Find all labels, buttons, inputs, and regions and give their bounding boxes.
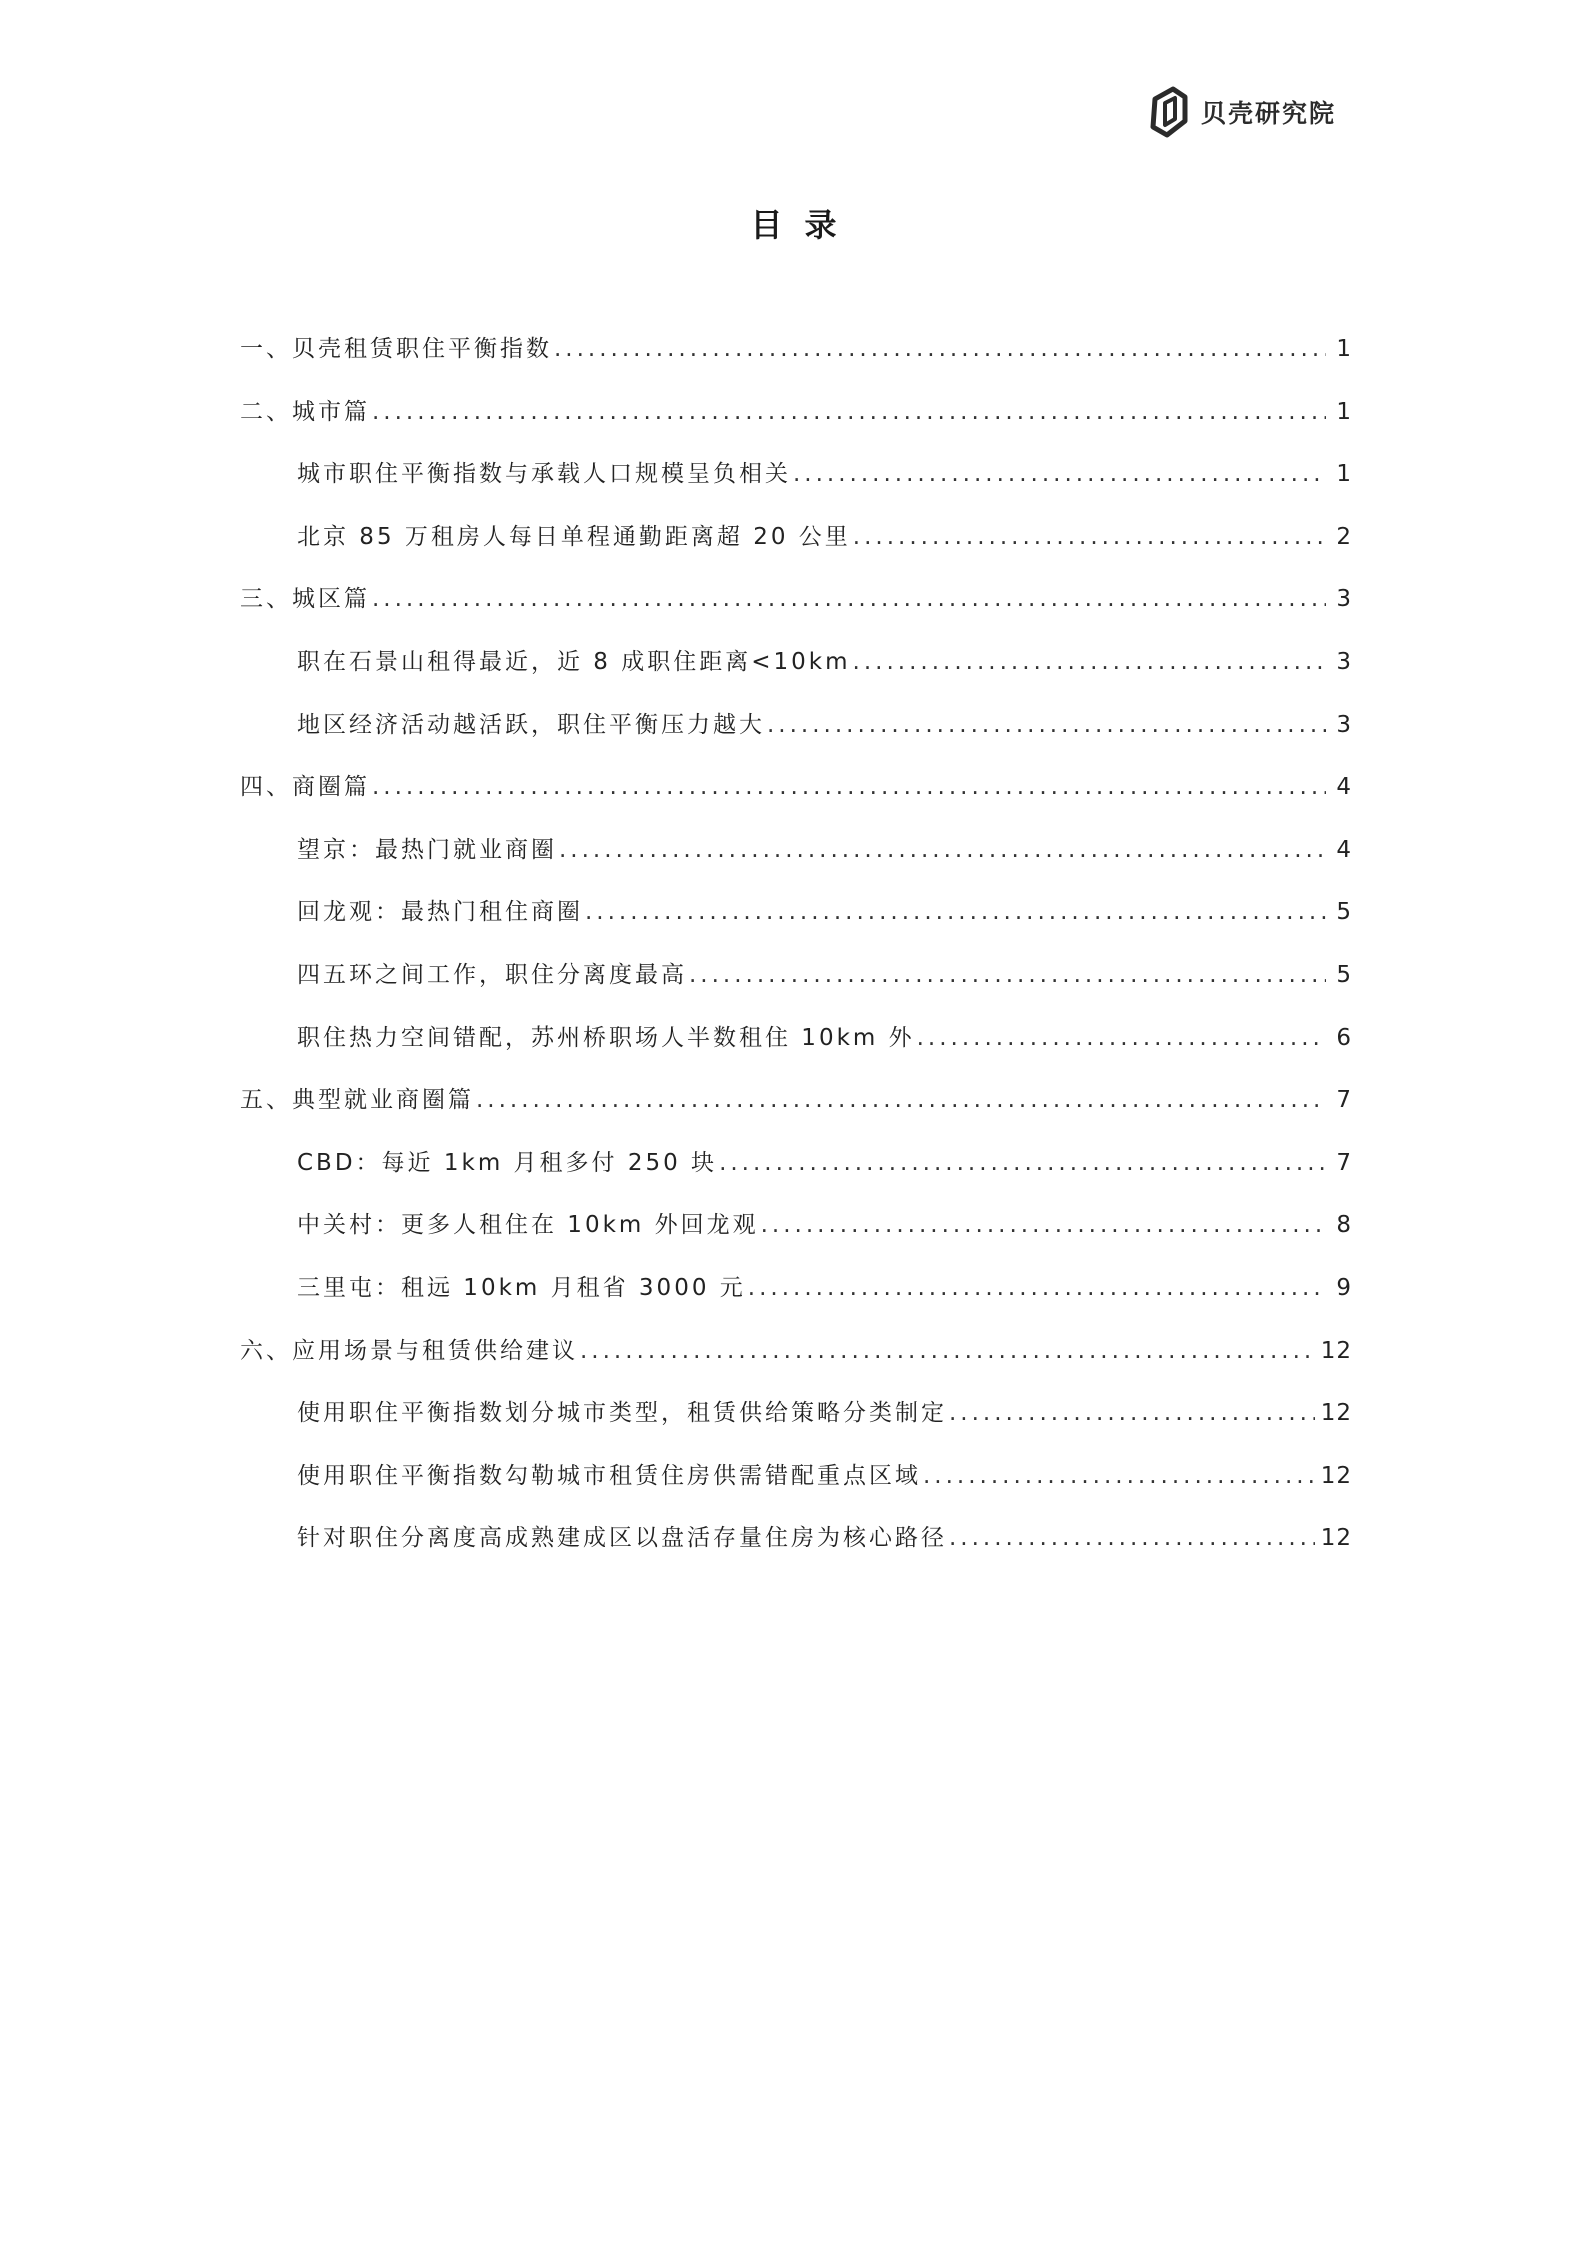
toc-entry[interactable]	[240, 580, 1352, 643]
toc-entry[interactable]	[240, 1019, 1352, 1082]
toc-entry[interactable]	[240, 1144, 1352, 1207]
toc-dot-leader	[580, 1338, 1315, 1364]
toc-dot-leader	[689, 962, 1326, 988]
toc-dot-leader	[476, 1087, 1326, 1113]
toc-entry[interactable]	[240, 956, 1352, 1019]
toc-entry-label: 中关村：更多人租住在 10km 外回龙观	[297, 1212, 759, 1239]
toc-entry[interactable]	[240, 1206, 1352, 1269]
toc-entry[interactable]	[240, 1269, 1352, 1332]
toc-entry-page-number: 8	[1336, 1212, 1352, 1239]
toc-entry-page-number: 1	[1336, 336, 1352, 362]
toc-dot-leader	[793, 461, 1326, 487]
toc-dot-leader	[372, 774, 1326, 800]
toc-dot-leader	[585, 899, 1326, 925]
toc-entry-label: 五、典型就业商圈篇	[240, 1087, 474, 1114]
toc-entry-page-number: 4	[1336, 774, 1352, 801]
toc-dot-leader	[853, 524, 1326, 550]
toc-entry-label: 回龙观：最热门租住商圈	[297, 899, 583, 926]
toc-entry-label: 一、贝壳租赁职住平衡指数	[240, 336, 552, 362]
toc-entry[interactable]	[240, 706, 1352, 769]
toc-entry-page-number: 12	[1320, 1462, 1352, 1489]
toc-dot-leader	[949, 1400, 1315, 1426]
toc-entry-label: 城市职住平衡指数与承载人口规模呈负相关	[297, 461, 791, 488]
toc-entry[interactable]	[240, 643, 1352, 706]
toc-entry-page-number: 2	[1336, 523, 1352, 550]
toc-entry-label: 三、城区篇	[240, 586, 370, 613]
toc-entry-label: 地区经济活动越活跃，职住平衡压力越大	[297, 711, 765, 738]
toc-entry[interactable]	[240, 1332, 1352, 1395]
toc-entry-label: 四五环之间工作，职住分离度最高	[297, 961, 687, 988]
toc-entry-page-number: 1	[1336, 398, 1352, 425]
toc-entry[interactable]	[240, 1457, 1352, 1520]
toc-dot-leader	[372, 586, 1326, 612]
toc-dot-leader	[917, 1025, 1326, 1051]
toc-dot-leader	[554, 336, 1326, 362]
toc-entry-label: 望京：最热门就业商圈	[297, 836, 557, 863]
toc-entry-page-number: 7	[1336, 1149, 1352, 1176]
toc-entry-page-number: 3	[1336, 648, 1352, 675]
toc-entry[interactable]	[240, 1394, 1352, 1457]
beike-logo-icon	[1145, 85, 1191, 139]
toc-entry-label: 北京 85 万租房人每日单程通勤距离超 20 公里	[297, 523, 851, 550]
toc-entry-label: 使用职住平衡指数勾勒城市租赁住房供需错配重点区域	[297, 1462, 921, 1489]
toc-entry[interactable]	[240, 393, 1352, 456]
toc-dot-leader	[923, 1463, 1315, 1489]
toc-entry-label: 职在石景山租得最近，近 8 成职住距离<10km	[297, 648, 851, 675]
toc-dot-leader	[372, 399, 1326, 425]
toc-entry-label: 针对职住分离度高成熟建成区以盘活存量住房为核心路径	[297, 1525, 947, 1552]
toc-entry-page-number: 4	[1336, 836, 1352, 863]
toc-entry[interactable]	[240, 455, 1352, 518]
toc-dot-leader	[748, 1275, 1326, 1301]
toc-entry[interactable]	[240, 1081, 1352, 1144]
toc-entry-page-number: 12	[1320, 1525, 1352, 1552]
toc-entry-page-number: 12	[1320, 1337, 1352, 1364]
toc-entry[interactable]	[240, 831, 1352, 894]
toc-entry-label: 使用职住平衡指数划分城市类型，租赁供给策略分类制定	[297, 1400, 947, 1427]
toc-entry-page-number: 6	[1336, 1024, 1352, 1051]
toc-entry-page-number: 7	[1336, 1087, 1352, 1114]
toc-dot-leader	[761, 1212, 1326, 1238]
toc-entry[interactable]	[240, 330, 1352, 393]
toc-dot-leader	[559, 837, 1326, 863]
toc-entry-page-number: 1	[1336, 461, 1352, 488]
toc-entry-label: 三里屯：租远 10km 月租省 3000 元	[297, 1274, 746, 1301]
toc-entry-page-number: 12	[1320, 1400, 1352, 1427]
toc-entry[interactable]	[240, 518, 1352, 581]
toc-entry[interactable]	[240, 1519, 1352, 1582]
toc-entry-label: 六、应用场景与租赁供给建议	[240, 1337, 578, 1364]
toc-entry-label: 二、城市篇	[240, 398, 370, 425]
toc-entry-label: 职住热力空间错配，苏州桥职场人半数租住 10km 外	[297, 1024, 915, 1051]
page-title: 目录	[750, 206, 859, 244]
toc-dot-leader	[853, 649, 1326, 675]
header-logo	[1145, 84, 1336, 140]
toc-dot-leader	[719, 1150, 1326, 1176]
toc-dot-leader	[949, 1525, 1315, 1551]
toc-entry-label: CBD：每近 1km 月租多付 250 块	[297, 1149, 718, 1176]
toc-entry-page-number: 5	[1336, 961, 1352, 988]
toc-entry-page-number: 9	[1336, 1274, 1352, 1301]
table-of-contents	[240, 330, 1352, 1582]
toc-entry[interactable]	[240, 768, 1352, 831]
toc-dot-leader	[767, 712, 1326, 738]
toc-entry-page-number: 3	[1336, 586, 1352, 613]
logo-text: 贝壳研究院	[1201, 99, 1337, 128]
toc-entry-label: 四、商圈篇	[240, 774, 370, 801]
toc-entry-page-number: 5	[1336, 899, 1352, 926]
toc-entry[interactable]	[240, 893, 1352, 956]
toc-entry-page-number: 3	[1336, 711, 1352, 738]
